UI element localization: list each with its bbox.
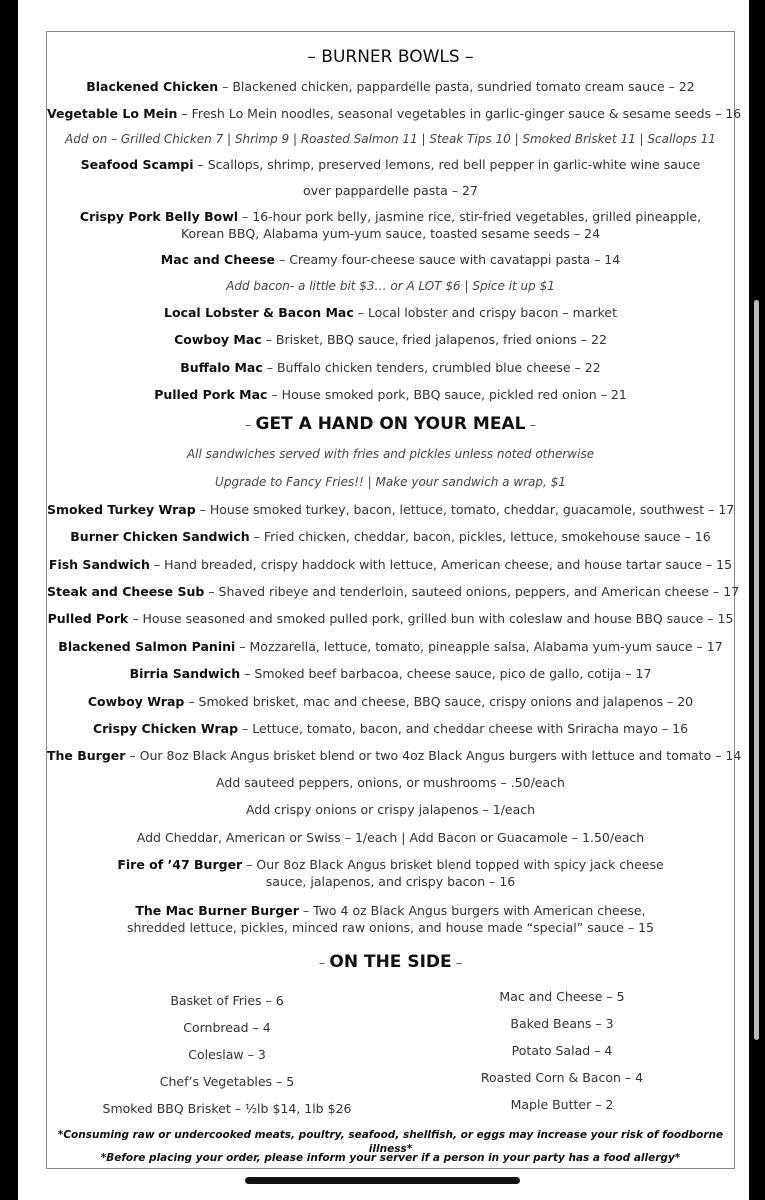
upgrade-note: Upgrade to Fancy Fries!! | Make your sandwich a wrap, $1 — [215, 475, 566, 489]
item-desc: Fried chicken, cheddar, bacon, pickles, lettuce, smokehouse sauce – 16 — [263, 529, 711, 544]
side-item: Cornbread – 4 — [183, 1020, 271, 1035]
side-item: Baked Beans – 3 — [510, 1016, 614, 1031]
side-item: Chef’s Vegetables – 5 — [159, 1074, 295, 1089]
home-indicator[interactable] — [245, 1177, 520, 1184]
item-desc: Lettuce, tomato, bacon, and cheddar cheese with Sriracha mayo – 16 — [252, 721, 689, 736]
section-heading-sides: – ON THE SIDE – — [318, 952, 463, 972]
item-name: Blackened Salmon Panini — [58, 639, 236, 654]
item-name: Burner Chicken Sandwich — [70, 529, 250, 544]
side-item: Maple Butter – 2 — [510, 1097, 614, 1112]
item-desc: 16-hour pork belly, jasmine rice, stir-fried vegetables, grilled pineapple, Korean BBQ, Alabama yum-yum sauce, toasted sesame seeds – 24 — [180, 209, 702, 241]
side-item: Basket of Fries – 6 — [170, 993, 284, 1008]
menu-item: Fish Sandwich – Hand breaded, crispy haddock with lettuce, American cheese, and house tartar sauce – 15 — [48, 557, 733, 572]
item-name: Cowboy Mac — [174, 332, 262, 347]
menu-item: Mac and Cheese – Creamy four-cheese sauce with cavatappi pasta – 14 — [160, 252, 621, 267]
menu-item: Crispy Chicken Wrap – Lettuce, tomato, bacon, and cheddar cheese with Sriracha mayo – 16 — [92, 721, 689, 736]
item-desc: Our 8oz Black Angus brisket blend topped with spicy jack cheese sauce, jalapenos, and crispy bacon – 16 — [256, 857, 664, 889]
bacon-note: Add bacon- a little bit $3… or A LOT $6 | Spice it up $1 — [226, 279, 555, 293]
item-name: Seafood Scampi — [80, 157, 194, 172]
item-desc: Fresh Lo Mein noodles, seasonal vegetables in garlic-ginger sauce & sesame seeds – 16 — [191, 106, 742, 121]
menu-item: Vegetable Lo Mein – Fresh Lo Mein noodles, seasonal vegetables in garlic-ginger sauce & sesame seeds – 16 — [47, 106, 742, 121]
menu-item: Blackened Salmon Panini – Mozzarella, lettuce, tomato, pineapple salsa, Alabama yum-yum sauce – 17 — [58, 639, 723, 654]
item-desc: Our 8oz Black Angus brisket blend or two 4oz Black Angus burgers with lettuce and tomato – 14 — [139, 748, 742, 763]
sides-left-column — [77, 992, 377, 1127]
menu-item: Cowboy Mac – Brisket, BBQ sauce, fried jalapenos, fried onions – 22 — [174, 332, 607, 347]
item-name: Pulled Pork — [47, 611, 129, 626]
item-desc: House smoked turkey, bacon, lettuce, tomato, cheddar, guacamole, southwest – 17 — [209, 502, 735, 517]
side-item: Potato Salad – 4 — [511, 1043, 613, 1058]
footnote-raw-food: *Consuming raw or undercooked meats, poultry, seafood, shellfish, or eggs may increase your risk of foodborne illness* — [57, 1129, 724, 1155]
menu-item: The Mac Burner Burger – Two 4 oz Black Angus burgers with American cheese, shredded lettuce, pickles, minced raw onions, and house made “special” sauce – 15 — [126, 903, 654, 935]
menu-item: Buffalo Mac – Buffalo chicken tenders, crumbled blue cheese – 22 — [180, 360, 601, 375]
item-name: Vegetable Lo Mein — [47, 106, 178, 121]
item-name: Blackened Chicken — [86, 79, 219, 94]
section-heading-burner-bowls: – BURNER BOWLS – — [307, 47, 474, 67]
menu-item: Burner Chicken Sandwich – Fried chicken, cheddar, bacon, pickles, lettuce, smokehouse sauce – 16 — [70, 529, 711, 544]
item-desc: Creamy four-cheese sauce with cavatappi pasta – 14 — [289, 252, 621, 267]
sandwich-note: All sandwiches served with fries and pickles unless noted otherwise — [186, 447, 595, 461]
item-desc: House smoked pork, BBQ sauce, pickled red onion – 21 — [281, 387, 627, 402]
item-desc: Smoked beef barbacoa, cheese sauce, pico de gallo, cotija – 17 — [254, 666, 652, 681]
item-desc: Blackened chicken, pappardelle pasta, sundried tomato cream sauce – 22 — [232, 79, 695, 94]
menu-item: Pulled Pork Mac – House smoked pork, BBQ sauce, pickled red onion – 21 — [154, 387, 627, 402]
burger-addon: Add Cheddar, American or Swiss – 1/each | Add Bacon or Guacamole – 1.50/each — [136, 830, 645, 845]
item-desc: Hand breaded, crispy haddock with lettuce, American cheese, and house tartar sauce – 15 — [164, 557, 733, 572]
item-name: Fish Sandwich — [48, 557, 150, 572]
item-name: Mac and Cheese — [160, 252, 275, 267]
item-name: Pulled Pork Mac — [154, 387, 268, 402]
menu-item: Seafood Scampi – Scallops, shrimp, preserved lemons, red bell pepper in garlic-white wine sauce — [80, 157, 701, 172]
item-name: Steak and Cheese Sub — [47, 584, 205, 599]
item-name: Fire of ’47 Burger — [117, 857, 243, 872]
side-item: Coleslaw – 3 — [188, 1047, 266, 1062]
section-heading-meal: – GET A HAND ON YOUR MEAL – — [244, 414, 537, 434]
item-name: Crispy Chicken Wrap — [92, 721, 239, 736]
menu-item: Fire of ’47 Burger – Our 8oz Black Angus brisket blend topped with spicy jack cheese sauce, jalapenos, and crispy bacon – 16 — [117, 857, 664, 889]
item-name: The Burger — [47, 748, 126, 763]
footnote-allergy: *Before placing your order, please inform your server if a person in your party has a food allergy* — [100, 1152, 681, 1164]
item-desc: Mozzarella, lettuce, tomato, pineapple salsa, Alabama yum-yum sauce – 17 — [249, 639, 723, 654]
item-desc: Buffalo chicken tenders, crumbled blue cheese – 22 — [276, 360, 601, 375]
item-name: The Mac Burner Burger — [135, 903, 299, 918]
menu-item: Local Lobster & Bacon Mac – Local lobster and crispy bacon – market — [164, 305, 617, 320]
item-desc-continued: over pappardelle pasta – 27 — [303, 183, 478, 198]
item-name: Buffalo Mac — [180, 360, 263, 375]
item-desc: Smoked brisket, mac and cheese, BBQ sauce, crispy onions and jalapenos – 20 — [198, 694, 694, 709]
menu-item: Cowboy Wrap – Smoked brisket, mac and cheese, BBQ sauce, crispy onions and jalapenos – 20 — [87, 694, 694, 709]
menu-item: Birria Sandwich – Smoked beef barbacoa, cheese sauce, pico de gallo, cotija – 17 — [129, 666, 652, 681]
scrollbar[interactable] — [754, 300, 759, 1040]
menu-page — [18, 0, 749, 1200]
item-name: Crispy Pork Belly Bowl — [79, 209, 239, 224]
menu-item: Blackened Chicken – Blackened chicken, pappardelle pasta, sundried tomato cream sauce – 22 — [86, 79, 695, 94]
side-item: Roasted Corn & Bacon – 4 — [480, 1070, 644, 1085]
menu-item: Crispy Pork Belly Bowl – 16-hour pork belly, jasmine rice, stir-fried vegetables, grilled pineapple, Korean BBQ, Alabama yum-yum sauce, toasted sesame seeds – 24 — [79, 209, 702, 241]
item-desc: Local lobster and crispy bacon – market — [367, 305, 617, 320]
item-name: Cowboy Wrap — [87, 694, 185, 709]
sides-right-column — [432, 988, 692, 1123]
menu-item: The Burger – Our 8oz Black Angus brisket blend or two 4oz Black Angus burgers with lettuce and tomato – 14 — [47, 748, 742, 763]
item-desc: Brisket, BBQ sauce, fried jalapenos, fried onions – 22 — [275, 332, 607, 347]
side-item: Smoked BBQ Brisket – ½lb $14, 1lb $26 — [102, 1101, 352, 1116]
menu-item: Steak and Cheese Sub – Shaved ribeye and tenderloin, sauteed onions, peppers, and American cheese – 17 — [47, 584, 740, 599]
burger-addon: Add sauteed peppers, onions, or mushrooms – .50/each — [216, 775, 565, 790]
menu-item: Smoked Turkey Wrap – House smoked turkey, bacon, lettuce, tomato, cheddar, guacamole, southwest – 17 — [47, 502, 735, 517]
item-name: Smoked Turkey Wrap — [47, 502, 196, 517]
burger-addon: Add crispy onions or crispy jalapenos – 1/each — [245, 802, 536, 817]
item-name: Local Lobster & Bacon Mac — [164, 305, 354, 320]
item-desc: Scallops, shrimp, preserved lemons, red bell pepper in garlic-white wine sauce — [207, 157, 701, 172]
item-desc: House seasoned and smoked pulled pork, grilled bun with coleslaw and house BBQ sauce – 15 — [142, 611, 734, 626]
side-item: Mac and Cheese – 5 — [499, 989, 625, 1004]
item-desc: Shaved ribeye and tenderloin, sauteed onions, peppers, and American cheese – 17 — [218, 584, 740, 599]
addon-note: Add on – Grilled Chicken 7 | Shrimp 9 | Roasted Salmon 11 | Steak Tips 10 | Smoked Brisket 11 | Scallops 11 — [65, 132, 716, 146]
menu-frame — [46, 31, 742, 1169]
item-desc: Two 4 oz Black Angus burgers with American cheese, shredded lettuce, pickles, minced raw onions, and house made “special” sauce – 15 — [126, 903, 654, 935]
menu-item: Pulled Pork – House seasoned and smoked pulled pork, grilled bun with coleslaw and house BBQ sauce – 15 — [47, 611, 734, 626]
item-name: Birria Sandwich — [129, 666, 241, 681]
